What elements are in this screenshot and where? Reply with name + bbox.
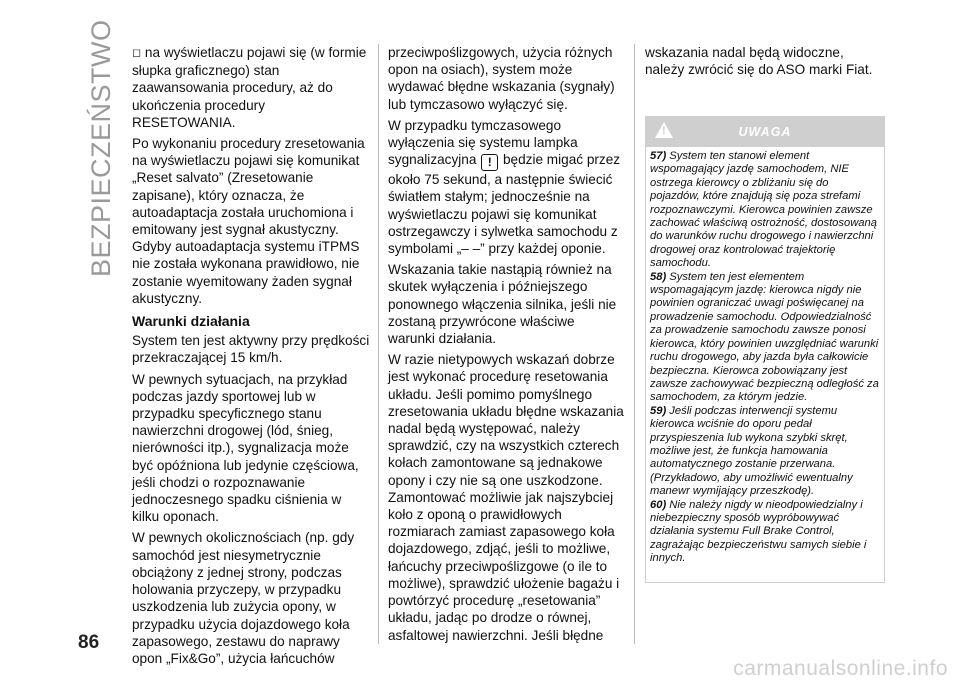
- page-number: 86: [78, 632, 100, 653]
- paragraph: System ten jest aktywny przy prędkości przekraczającej 15 km/h.: [132, 333, 370, 366]
- watermark: carmanualsonline.info: [733, 657, 948, 680]
- tyre-pressure-warning-icon: !: [481, 154, 498, 171]
- paragraph: Wskazania takie nastąpią również na skutek wyłączenia i późniejszego ponownego włączenia silnika, jeśli nie zostaną przywrócone właściwe warunki działania.: [388, 262, 617, 347]
- text-column-1: [132, 44, 370, 671]
- column-divider: [378, 44, 379, 644]
- paragraph: Po wykonaniu procedury zresetowania na wyświetlaczu pojawi się komunikat „Reset salvato” (Zresetowanie zapisane), który oznacza, że autoadaptacja została uruchomiona i emitowany jest sygnał akustyczny. Gdyby autoadaptacja systemu iTPMS nie została wykonana prawidłowo, nie zostanie wyemitowany żaden sygnał akustyczny.: [132, 136, 365, 306]
- warning-header: [645, 116, 885, 147]
- reset-button-icon: ◻: [132, 47, 142, 59]
- paragraph: W przypadku tymczasowego wyłączenia się systemu lampka sygnalizacyjna ! będzie migać przez około 75 sekund, a następnie świecić światłem stałym; jednocześnie na wyświetlaczu pojawi się komunikat ostrzegawczy i sylwetka samochodu z symbolami „– –” przy każdej oponie.: [388, 117, 621, 257]
- warning-note: 57) System ten stanowi element wspomagający jazdę samochodem, NIE ostrzega kierowcy o zbliżaniu się do pojazdów, które znajdują się poza strefami rozpoznawczymi. Kierowca powinien zawsze zachować właściwą ostrożność, dostosowaną do warunków ruchu drogowego i nawierzchni drogowej oraz kontrolować trajektorię samochodu.: [650, 150, 877, 270]
- paragraph: ◻ na wyświetlaczu pojawi się (w formie słupka graficznego) stan zaawansowania procedury, aż do ukończenia procedury RESETOWANIA.: [132, 45, 367, 130]
- warning-body: [645, 147, 885, 583]
- warning-triangle-icon: [655, 122, 673, 138]
- text-column-2: [388, 44, 625, 648]
- section-heading: Warunki działania: [132, 313, 250, 330]
- warning-title: UWAGA: [738, 124, 792, 139]
- paragraph: W pewnych sytuacjach, na przykład podczas jazdy sportowej lub w przypadku specyficznego stanu nawierzchni drogowej (lód, śnieg, nierówności itp.), sygnalizacja może być opóźniona lub jedynie częściowa, jeśli chodzi o rozpoznawanie jednoczesnego spadku ciśnienia w kilku oponach.: [132, 371, 359, 525]
- paragraph: przeciwpoślizgowych, użycia różnych opon na osiach), system może wydawać błędne wskazania (sygnały) lub tymczasowo wyłączyć się.: [388, 45, 615, 112]
- paragraph: wskazania nadal będą widoczne, należy zwrócić się do ASO marki Fiat.: [645, 45, 873, 78]
- warning-note: 60) Nie należy nigdy w nieodpowiedzialny i niebezpieczny sposób wypróbowywać działania systemu Full Brake Control, zagrażając bezpieczeństwu samych siebie i innych.: [650, 498, 867, 565]
- paragraph: W pewnych okolicznościach (np. gdy samochód jest niesymetrycznie obciążony z jednej strony, podczas holowania przyczepy, w przypadku uszkodzenia lub zużycia opony, w przypadku użycia dojazdowego koła zapasowego, zestawu do naprawy opon „Fix&Go”, użycia łańcuchów: [132, 530, 355, 666]
- paragraph: W razie nietypowych wskazań dobrze jest wykonać procedurę resetowania układu. Jeśli pomimo pomyślnego zresetowania układu błędne wskazania nadal będą występować, należy sprawdzić, czy na wszystkich czterech kołach zamontowane są jednakowe opony i czy nie są one uszkodzone. Zamontować możliwie jak najszybciej koło z oponą o prawidłowych rozmiarach zamiast zapasowego koła dojazdowego, zdjąć, jeśli to możliwe, łańcuchy przeciwpoślizgowe (o ile to możliwe), sprawdzić ułożenie bagażu i powtórzyć procedurę „resetowania” układu, jadąc po drodze o równej, asfaltowej nawierzchni. Jeśli błędne: [388, 352, 624, 643]
- section-title-vertical: BEZPIECZEŃSTWO: [86, 19, 116, 277]
- text-column-3: [645, 44, 885, 82]
- warning-note: 59) Jeśli podczas interwencji systemu kierowca wciśnie do oporu pedał przyspieszenia lub wykona szybki skręt, możliwe jest, że funkcja hamowania automatycznego zostanie przerwana. (Przykładowo, aby umożliwić ewentualny manewr wymijający przeszkodę).: [650, 404, 853, 498]
- column-divider: [634, 44, 635, 644]
- warning-note: 58) System ten jest elementem wspomagającym jazdę: kierowca nigdy nie powinien ograniczać uwagi poświęcanej na prowadzenie samochodu. Odpowiedzialność za prowadzenie samochodu zawsze ponosi kierowca, który powinien uwzględniać warunki ruchu drogowego, aby jazda była całkowicie bezpieczna. Kierowca zobowiązany jest zawsze zachowywać bezpieczną odległość za samochodem, za którym jedzie.: [650, 270, 879, 404]
- warning-box: [645, 116, 885, 594]
